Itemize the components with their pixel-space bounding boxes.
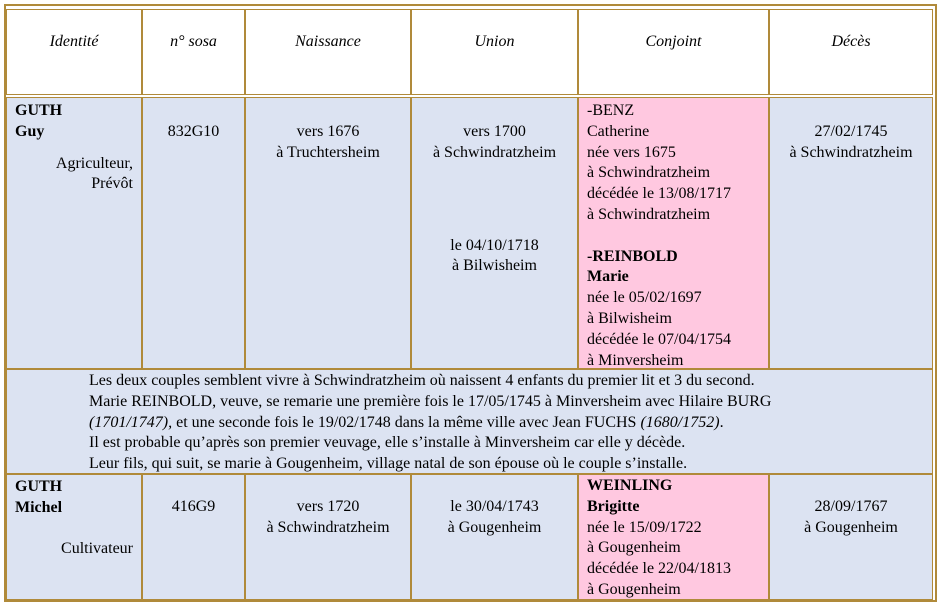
spouse-surname: -REINBOLD — [587, 247, 678, 265]
note-line: Leur fils, qui suit, se marie à Gougenheim, village natal de son épouse où le couple s’installe. — [89, 455, 688, 473]
birth-date: vers 1676 — [296, 123, 360, 140]
union-place: à Gougenheim — [447, 518, 542, 536]
surname: GUTH — [15, 478, 63, 495]
union-date: le 04/10/1718 — [450, 236, 539, 254]
note-dates: (1701/1747), — [89, 413, 173, 431]
note-line — [89, 413, 924, 434]
union-date: le 30/04/1743 — [450, 498, 539, 515]
note-dates: (1680/1752) — [640, 413, 720, 431]
surname: GUTH — [15, 102, 63, 119]
union-place: à Bilwisheim — [452, 257, 537, 275]
death-place: à Gougenheim — [804, 518, 898, 536]
identity-cell — [6, 474, 142, 600]
header-union — [411, 9, 578, 95]
birth-place: à Truchtersheim — [276, 143, 380, 161]
note-line: Marie REINBOLD, veuve, se remarie une première fois le 17/05/1745 à Minversheim avec Hilaire BURG — [89, 392, 772, 410]
occupation: Agriculteur, — [55, 154, 133, 172]
spouse-detail: décédée le 13/08/1717 — [587, 185, 731, 203]
header-label: Identité — [49, 33, 99, 50]
header-label: Naissance — [295, 33, 361, 50]
spacer — [587, 226, 760, 247]
spouse-detail: à Gougenheim — [587, 580, 681, 598]
occupation: Prévôt — [91, 175, 133, 193]
spouse-cell — [578, 97, 769, 369]
birth-place: à Schwindratzheim — [266, 518, 390, 536]
spouse-given-name: Catherine — [587, 122, 650, 140]
header-conjoint — [578, 9, 769, 95]
note-text: . — [719, 413, 724, 431]
given-name: Michel — [15, 498, 63, 516]
note-text: et une seconde fois le 19/02/1748 dans la même ville avec Jean FUCHS — [172, 413, 641, 431]
identity-cell — [6, 97, 142, 369]
death-place: à Schwindratzheim — [789, 143, 913, 161]
spouse-detail: à Gougenheim — [587, 539, 681, 557]
union-date: vers 1700 — [463, 123, 526, 140]
death-date: 27/02/1745 — [814, 123, 888, 140]
sosa-number: 832G10 — [167, 123, 220, 140]
header-identite — [6, 9, 142, 95]
header-naissance — [245, 9, 411, 95]
spouse-cell — [578, 474, 769, 600]
spouse-detail: décédée le 07/04/1754 — [587, 330, 731, 348]
spouse-detail: née le 15/09/1722 — [587, 518, 702, 536]
note-cell — [6, 369, 933, 474]
death-cell — [769, 474, 933, 600]
birth-date: vers 1720 — [296, 498, 360, 515]
death-date: 28/09/1767 — [814, 498, 888, 515]
spouse-surname: WEINLING — [587, 477, 673, 494]
spouse-detail: à Bilwisheim — [587, 309, 672, 327]
note-line: Les deux couples semblent vivre à Schwindratzheim où naissent 4 enfants du premier lit et 3 du second. — [89, 372, 755, 389]
sosa-cell — [142, 474, 245, 600]
header-deces — [769, 9, 933, 95]
union-cell — [411, 97, 578, 369]
spouse-detail: née vers 1675 — [587, 143, 676, 161]
birth-cell — [245, 97, 411, 369]
spouse-given-name: Marie — [587, 268, 629, 286]
death-cell — [769, 97, 933, 369]
sosa-cell — [142, 97, 245, 369]
header-label: Union — [474, 33, 515, 50]
spouse-detail: à Schwindratzheim — [587, 164, 711, 182]
header-sosa — [142, 9, 245, 95]
spouse-detail: née le 05/02/1697 — [587, 289, 702, 307]
header-label: Conjoint — [645, 33, 702, 50]
given-name: Guy — [15, 122, 45, 140]
occupation: Cultivateur — [61, 539, 133, 557]
spouse-detail: à Minversheim — [587, 351, 684, 369]
spouse-detail: décédée le 22/04/1813 — [587, 560, 731, 578]
union-cell — [411, 474, 578, 600]
sosa-number: 416G9 — [171, 498, 216, 515]
header-label: n° sosa — [170, 33, 217, 50]
note-line: Il est probable qu’après son premier veuvage, elle s’installe à Minversheim car elle y décède. — [89, 434, 686, 452]
birth-cell — [245, 474, 411, 600]
header-label: Décès — [831, 33, 871, 50]
spouse-surname: -BENZ — [587, 102, 635, 119]
union-place: à Schwindratzheim — [432, 143, 557, 161]
spouse-detail: à Schwindratzheim — [587, 205, 711, 223]
spouse-given-name: Brigitte — [587, 497, 640, 515]
